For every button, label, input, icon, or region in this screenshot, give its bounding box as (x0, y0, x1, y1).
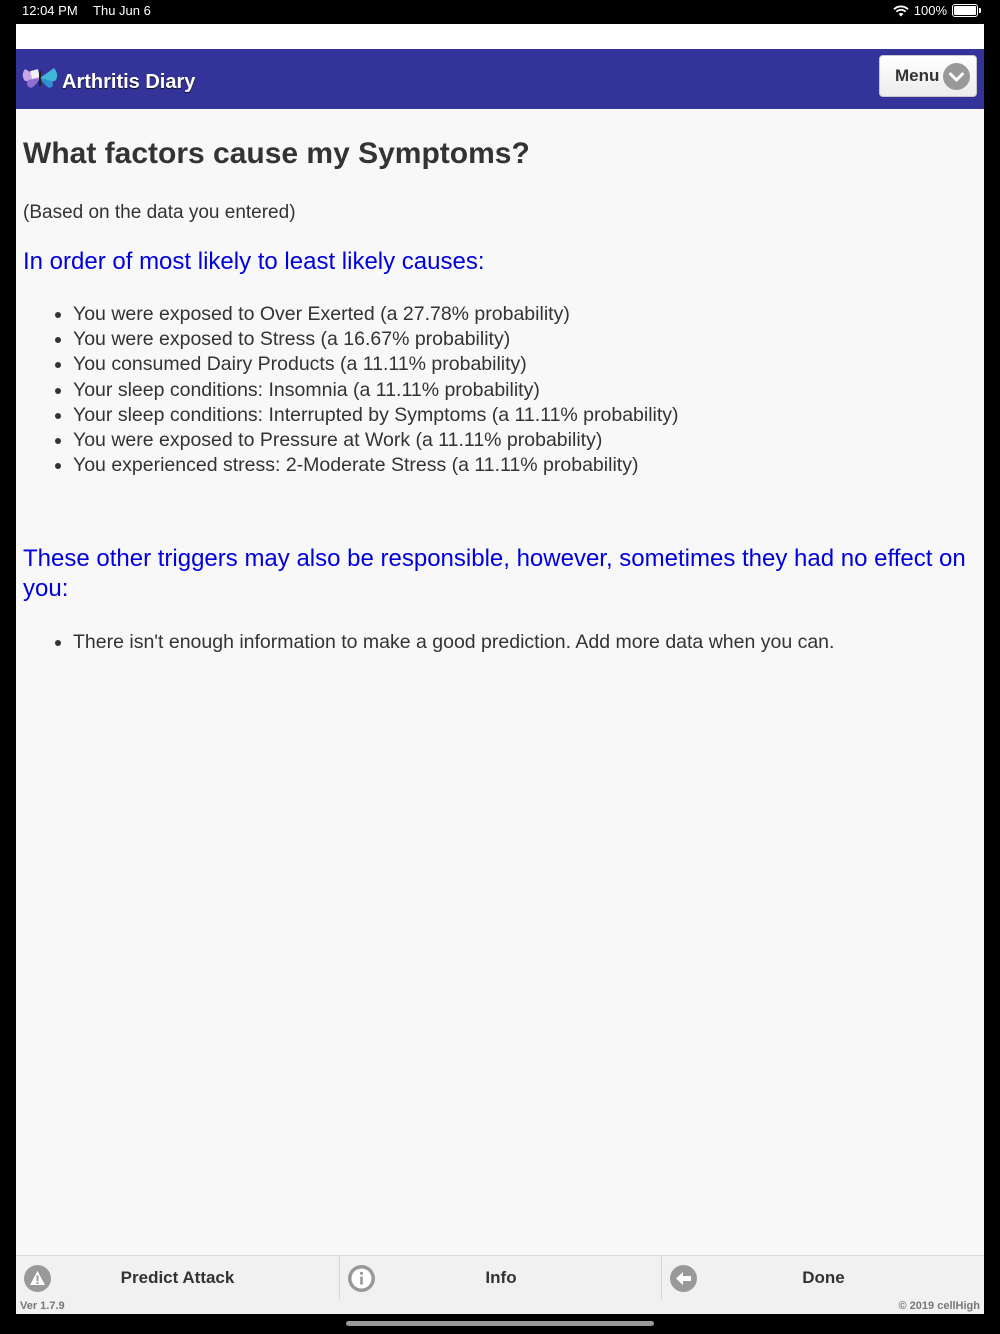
info-label: Info (485, 1268, 517, 1287)
app-title: Arthritis Diary (62, 71, 196, 93)
info-icon (348, 1265, 375, 1292)
likely-causes-list (23, 302, 977, 478)
back-arrow-icon (670, 1265, 697, 1292)
version-text: Ver 1.7.9 (20, 1300, 65, 1312)
wifi-icon (893, 5, 909, 17)
status-time: 12:04 PM (22, 3, 78, 18)
done-button[interactable] (661, 1256, 984, 1300)
status-date: Thu Jun 6 (93, 3, 151, 18)
predict-attack-label: Predict Attack (120, 1268, 235, 1287)
battery-icon (952, 4, 978, 17)
status-bar (0, 0, 1000, 24)
warning-icon (24, 1265, 51, 1292)
predict-attack-button[interactable] (16, 1256, 339, 1300)
butterfly-logo-icon (20, 65, 60, 91)
info-button[interactable] (339, 1256, 662, 1300)
page-title: What factors cause my Symptoms? (23, 137, 530, 170)
app-window (16, 24, 984, 1314)
chevron-down-icon (943, 63, 970, 90)
copyright-text: © 2019 cellHigh (898, 1300, 980, 1312)
list-item: • You were exposed to Over Exerted (a 27.78% probability) (73, 302, 977, 327)
done-label: Done (802, 1268, 845, 1287)
list-item: • Your sleep conditions: Interrupted by Symptoms (a 11.11% probability) (73, 403, 977, 428)
other-triggers-list (23, 630, 977, 655)
home-indicator[interactable] (346, 1321, 654, 1326)
other-triggers-heading: These other triggers may also be responsible, however, sometimes they had no effect on you: (23, 545, 966, 603)
list-item: • You experienced stress: 2-Moderate Stress (a 11.11% probability) (73, 453, 977, 478)
list-item: • There isn't enough information to make a good prediction. Add more data when you can. (73, 630, 977, 655)
list-item: • You were exposed to Pressure at Work (a 11.11% probability) (73, 428, 977, 453)
menu-button[interactable] (879, 55, 977, 97)
app-header (16, 49, 984, 109)
list-item: • You were exposed to Stress (a 16.67% probability) (73, 327, 977, 352)
page-subtitle: (Based on the data you entered) (23, 202, 296, 223)
list-item: • Your sleep conditions: Insomnia (a 11.11% probability) (73, 378, 977, 403)
bottom-toolbar (16, 1255, 984, 1314)
likely-causes-heading: In order of most likely to least likely causes: (23, 248, 485, 275)
menu-label: Menu (895, 66, 940, 85)
battery-percent: 100% (913, 3, 947, 18)
top-strip (16, 24, 984, 49)
list-item: • You consumed Dairy Products (a 11.11% probability) (73, 352, 977, 377)
main-content (16, 137, 984, 656)
